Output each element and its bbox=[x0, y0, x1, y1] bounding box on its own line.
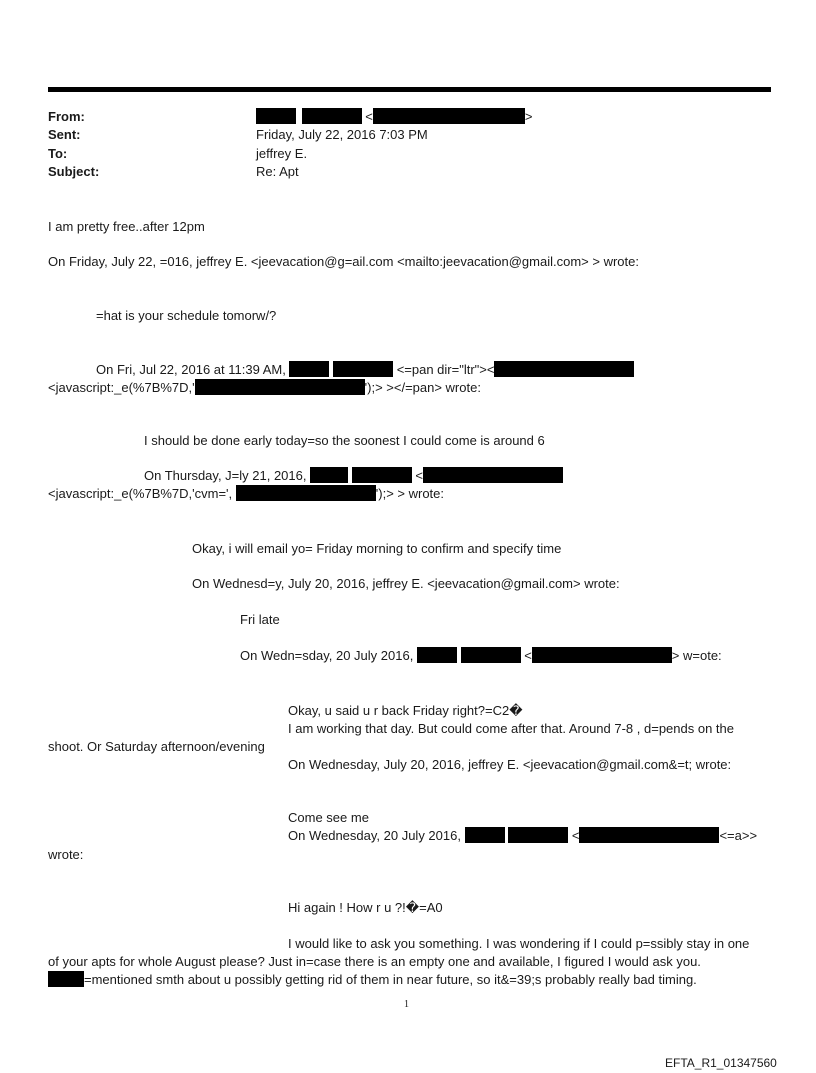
redaction-block bbox=[289, 361, 329, 377]
body-line: Okay, u said u r back Friday right?=C2� bbox=[288, 703, 523, 718]
body-line: On Wednesd=y, July 20, 2016, jeffrey E. <jeevacation@gmail.com> wrote: bbox=[192, 576, 620, 591]
quote-header-text: On Wedn=sday, 20 July 2016, bbox=[240, 648, 414, 663]
to-value: jeffrey E. bbox=[256, 146, 308, 161]
subject-value: Re: Apt bbox=[256, 164, 299, 179]
redaction-block bbox=[461, 647, 521, 663]
quote-header bbox=[288, 827, 757, 844]
quote-header-text: <=a>> bbox=[719, 828, 758, 843]
redaction-block bbox=[195, 379, 365, 395]
body-line: of your apts for whole August please? Just in=case there is an empty one and available, I figured I would ask you. bbox=[48, 954, 701, 969]
quote-header-text: <=pan dir="ltr">< bbox=[396, 362, 495, 377]
redaction-block bbox=[333, 361, 393, 377]
quote-header-text: On Thursday, J=ly 21, 2016, bbox=[144, 468, 307, 483]
quote-header-text: On Fri, Jul 22, 2016 at 11:39 AM, bbox=[96, 362, 286, 377]
body-line: shoot. Or Saturday afternoon/evening bbox=[48, 739, 265, 754]
quote-header-text: > w=ote: bbox=[671, 648, 722, 663]
body-line: I should be done early today=so the soonest I could come is around 6 bbox=[144, 433, 545, 448]
body-line: On Friday, July 22, =016, jeffrey E. <jeevacation@g=ail.com <mailto:jeevacation@gmail.com> > wrote: bbox=[48, 254, 639, 269]
body-line: Come see me bbox=[288, 810, 369, 825]
to-label: To: bbox=[48, 146, 68, 161]
redaction-block bbox=[579, 827, 719, 843]
quote-header bbox=[240, 647, 722, 664]
redaction-block bbox=[236, 485, 376, 501]
redaction-block bbox=[48, 971, 84, 987]
sent-label: Sent: bbox=[48, 127, 81, 142]
from-value bbox=[256, 108, 532, 125]
document-id: EFTA_R1_01347560 bbox=[665, 1056, 777, 1070]
quote-header bbox=[48, 379, 481, 396]
body-line: =hat is your schedule tomorw/? bbox=[96, 308, 277, 323]
header-rule bbox=[48, 87, 771, 92]
body-line: wrote: bbox=[48, 847, 84, 862]
redaction-block bbox=[352, 467, 412, 483]
redaction-block bbox=[256, 108, 296, 124]
subject-label: Subject: bbox=[48, 164, 100, 179]
quote-header bbox=[144, 467, 563, 484]
quote-header-text: < bbox=[415, 468, 423, 483]
body-line: Okay, i will email yo= Friday morning to confirm and specify time bbox=[192, 541, 562, 556]
redaction-block bbox=[423, 467, 563, 483]
redaction-block bbox=[302, 108, 362, 124]
sent-value: Friday, July 22, 2016 7:03 PM bbox=[256, 127, 428, 142]
redaction-block bbox=[508, 827, 568, 843]
quote-header-text: ');> > wrote: bbox=[375, 486, 445, 501]
quote-header-text: <javascript:_e(%7B%7D,'cvm=', bbox=[48, 486, 233, 501]
quote-header bbox=[48, 485, 444, 502]
redaction-block bbox=[373, 108, 525, 124]
quote-header bbox=[96, 361, 634, 378]
body-line: Fri late bbox=[240, 612, 280, 627]
body-line: I am working that day. But could come after that. Around 7-8 , d=pends on the bbox=[288, 721, 734, 736]
body-line: =mentioned smth about u possibly getting rid of them in near future, so it&=39;s probably really bad timing. bbox=[84, 972, 697, 987]
body-line-redacted bbox=[48, 971, 697, 988]
body-line: I would like to ask you something. I was wondering if I could p=ssibly stay in one bbox=[288, 936, 750, 951]
body-line: I am pretty free..after 12pm bbox=[48, 219, 205, 234]
redaction-block bbox=[532, 647, 672, 663]
from-label: From: bbox=[48, 109, 85, 124]
quote-header-text: ');> ></=pan> wrote: bbox=[364, 380, 481, 395]
body-line: On Wednesday, July 20, 2016, jeffrey E. <jeevacation@gmail.com&=t; wrote: bbox=[288, 757, 732, 772]
page-number: 1 bbox=[404, 999, 409, 1010]
quote-header-text: On Wednesday, 20 July 2016, bbox=[288, 828, 461, 843]
quote-header-text: < bbox=[524, 648, 532, 663]
redaction-block bbox=[417, 647, 457, 663]
body-line: Hi again ! How r u ?!�=A0 bbox=[288, 900, 443, 915]
redaction-block bbox=[310, 467, 348, 483]
redaction-block bbox=[494, 361, 634, 377]
from-lt: < bbox=[365, 109, 373, 124]
quote-header-text: <javascript:_e(%7B%7D,' bbox=[48, 380, 195, 395]
quote-header-text: < bbox=[571, 828, 580, 843]
from-gt: > bbox=[524, 109, 533, 124]
redaction-block bbox=[465, 827, 505, 843]
